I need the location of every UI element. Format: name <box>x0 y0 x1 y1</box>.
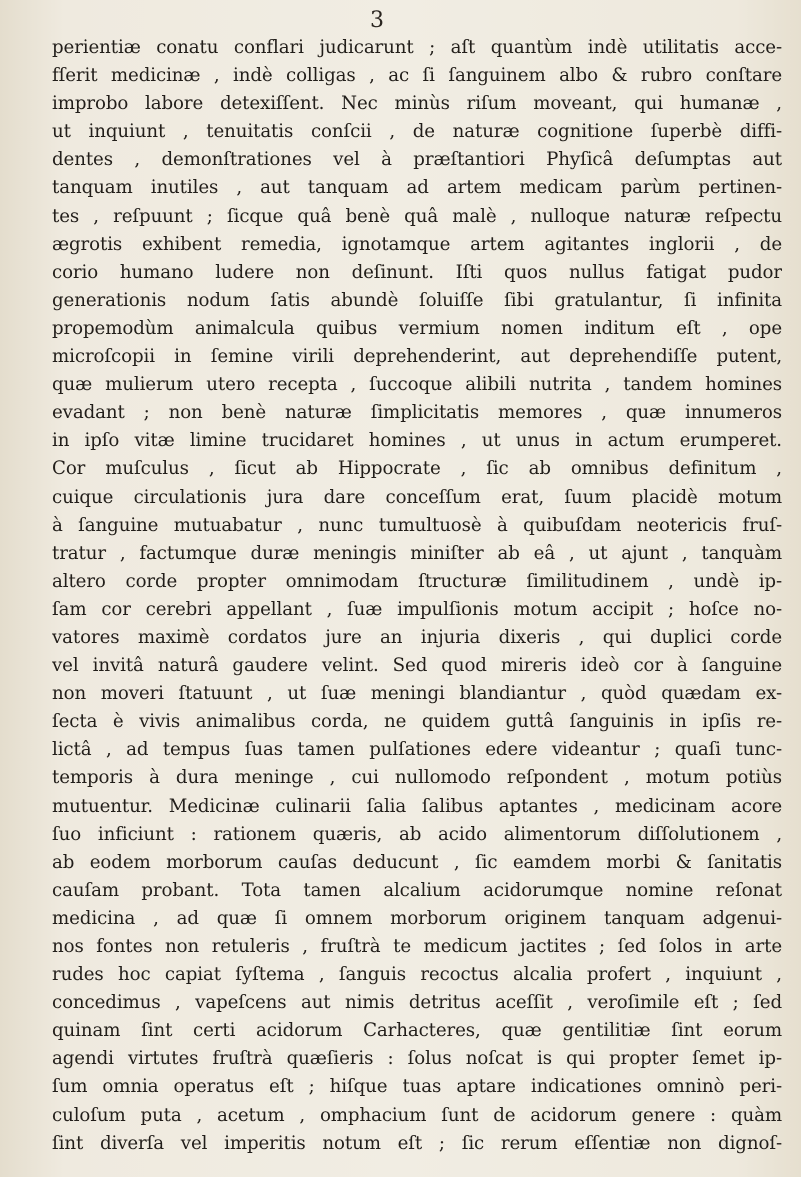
text-line: ſum omnia operatus eſt ; hiſque tuas aptare indicationes omninò peri- <box>52 1076 782 1098</box>
text-line: ægrotis exhibent remedia, ignotamque artem agitantes inglorii , de <box>52 233 782 255</box>
text-line: tanquam inutiles , aut tanquam ad artem medicam parùm pertinen- <box>52 177 782 199</box>
text-line: Cor muſculus , ſicut ab Hippocrate , ſic ab omnibus definitum , <box>52 458 782 480</box>
text-line: temporis à dura meninge , cui nullomodo reſpondent , motum potiùs <box>52 767 782 789</box>
text-line: cauſam probant. Tota tamen alcalium acidorumque nomine reſonat <box>52 879 782 901</box>
text-line: microſcopii in ſemine virili deprehenderint, aut deprehendiſſe putent, <box>52 346 782 368</box>
text-line: à ſanguine mutuabatur , nunc tumultuosè à quibuſdam neotericis fruſ- <box>52 514 782 536</box>
text-line: culoſum puta , acetum , omphacium ſunt de acidorum genere : quàm <box>52 1104 782 1126</box>
text-line: ſecta è vivis animalibus corda, ne quidem guttâ ſanguinis in ipſis re- <box>52 711 782 733</box>
text-line: evadant ; non benè naturæ ſimplicitatis memores , quæ innumeros <box>52 402 782 424</box>
text-line: ſuo inficiunt : rationem quæris, ab acido alimentorum diſſolutionem , <box>52 823 782 845</box>
text-line: ſint diverſa vel imperitis notum eſt ; ſic rerum eſſentiæ non dignoſ- <box>52 1132 782 1154</box>
text-line: cuique circulationis jura dare conceſſum erat, ſuum placidè motum <box>52 486 782 508</box>
text-line: altero corde propter omnimodam ſtructuræ ſimilitudinem , undè ip- <box>52 570 782 592</box>
text-line: ut inquiunt , tenuitatis conſcii , de naturæ cognitione ſuperbè diffi- <box>52 121 782 143</box>
text-line: mutuentur. Medicinæ culinarii ſalia ſalibus aptantes , medicinam acore <box>52 795 782 817</box>
text-line: quinam ſint certi acidorum Carhacteres, quæ gentilitiæ ſint eorum <box>52 1020 782 1042</box>
text-line: nos fontes non retuleris , fruſtrà te medicum jactites ; ſed ſolos in arte <box>52 936 782 957</box>
text-line: tes , reſpuunt ; ſicque quâ benè quâ malè , nulloque naturæ reſpectu <box>52 205 782 227</box>
body-text <box>52 34 782 1158</box>
text-line: in ipſo vitæ limine trucidaret homines , ut unus in actum erumperet. <box>52 430 782 452</box>
text-line: fſerit medicinæ , indè colligas , ac ſi ſanguinem albo & rubro conſtare <box>52 65 782 87</box>
page-number: 3 <box>370 8 384 33</box>
text-line: rudes hoc capiat ſyſtema , ſanguis recoctus alcalia profert , inquiunt , <box>52 964 782 986</box>
text-line: medicina , ad quæ ſi omnem morborum originem tanquam adgenui- <box>52 907 782 929</box>
text-line: dentes , demonſtrationes vel à præſtantiori Phyſicâ deſumptas aut <box>52 149 782 171</box>
text-line: vel invitâ naturâ gaudere velint. Sed quod mireris ideò cor à ſanguine <box>52 655 782 677</box>
text-line: perientiæ conatu conflari judicarunt ; aſt quantùm indè utilitatis acce- <box>52 37 782 58</box>
text-line: ab eodem morborum cauſas deducunt , ſic eamdem morbi & ſanitatis <box>52 851 782 873</box>
text-line: improbo labore detexiſſent. Nec minùs riſum moveant, qui humanæ , <box>52 93 782 115</box>
text-line: ſam cor cerebri appellant , ſuæ impulſionis motum accipit ; hoſce no- <box>52 598 782 620</box>
text-line: concedimus , vapeſcens aut nimis detritus aceſſit , veroſimile eſt ; ſed <box>52 992 782 1014</box>
text-line: propemodùm animalcula quibus vermium nomen inditum eſt , ope <box>52 317 782 339</box>
text-line: generationis nodum ſatis abundè ſoluiſſe ſibi gratulantur, ſi infinita <box>52 289 782 311</box>
text-line: corio humano ludere non deſinunt. Iſti quos nullus fatigat pudor <box>52 261 782 283</box>
text-line: agendi virtutes fruſtrà quæſieris : ſolus noſcat is qui propter ſemet ip- <box>52 1048 782 1070</box>
text-line: quæ mulierum utero recepta , ſuccoque alibili nutrita , tandem homines <box>52 374 782 396</box>
text-line: lictâ , ad tempus ſuas tamen pulſationes edere videantur ; quaſi tunc- <box>52 739 782 761</box>
text-line: non moveri ſtatuunt , ut ſuæ meningi blandiantur , quòd quædam ex- <box>52 683 782 705</box>
text-line: vatores maximè cordatos jure an injuria dixeris , qui duplici corde <box>52 626 782 648</box>
text-line: tratur , factumque duræ meningis miniſter ab eâ , ut ajunt , tanquàm <box>52 542 782 564</box>
